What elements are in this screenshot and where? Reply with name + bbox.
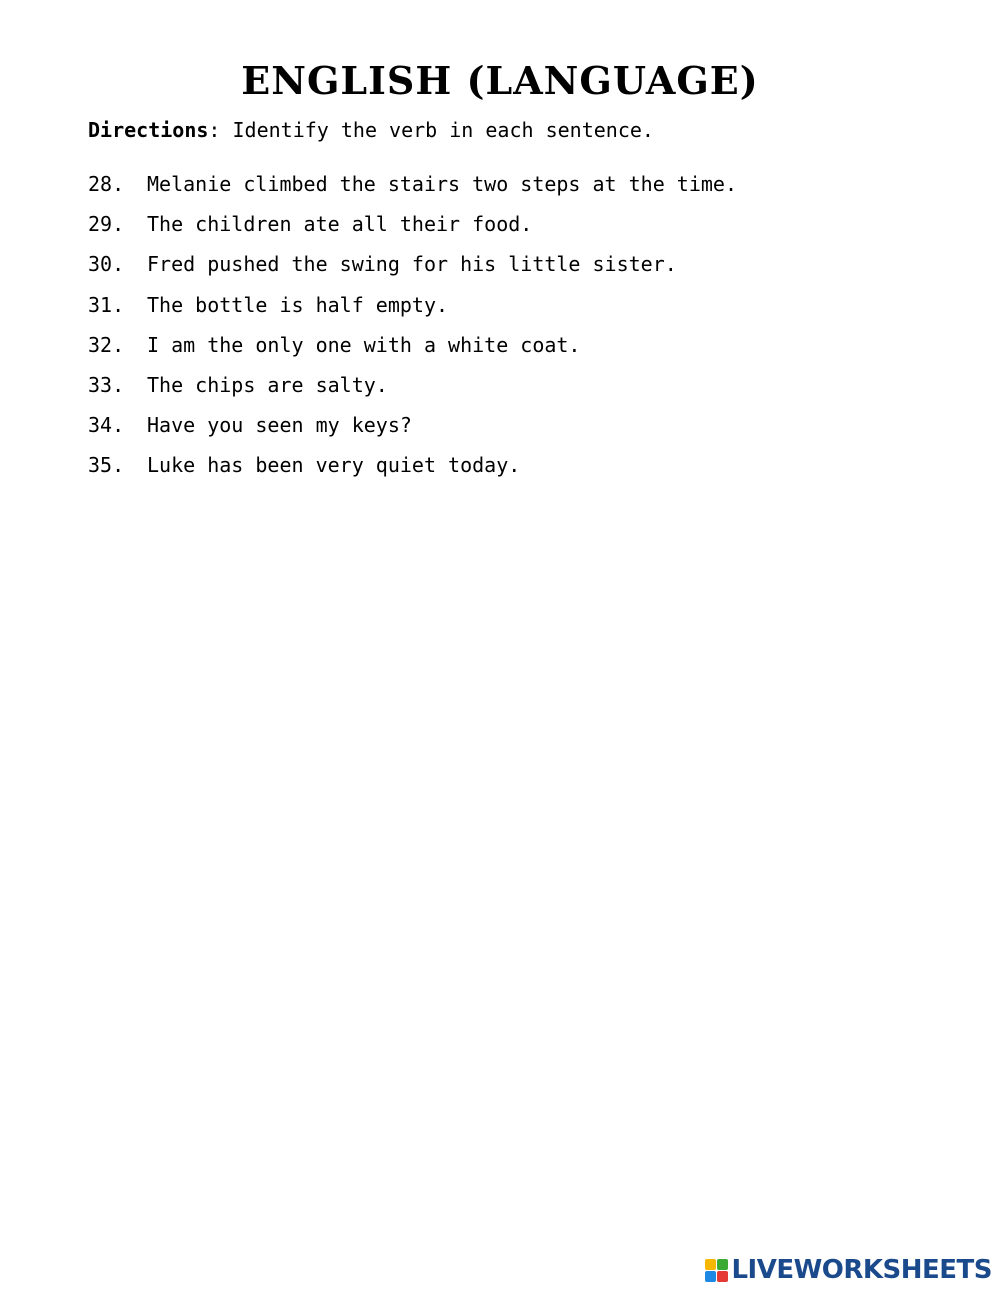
question-item bbox=[88, 451, 737, 491]
directions-label: Directions bbox=[88, 118, 209, 142]
question-item bbox=[88, 371, 737, 411]
question-number: 32. bbox=[88, 332, 125, 357]
question-item bbox=[88, 291, 737, 331]
directions bbox=[88, 116, 654, 144]
logo-mark-cell bbox=[705, 1271, 716, 1282]
logo-text: LIVEWORKSHEETS bbox=[731, 1255, 992, 1285]
question-text: Fred pushed the swing for his little sister. bbox=[147, 252, 677, 277]
logo-mark-cell bbox=[717, 1259, 728, 1270]
directions-text: : Identify the verb in each sentence. bbox=[208, 118, 654, 142]
question-text: Have you seen my keys? bbox=[147, 413, 412, 438]
question-number: 28. bbox=[88, 172, 125, 196]
logo-mark-cell bbox=[717, 1271, 728, 1282]
question-number: 31. bbox=[88, 292, 125, 317]
question-text: Luke has been very quiet today. bbox=[147, 453, 521, 478]
logo-mark-cell bbox=[705, 1259, 716, 1270]
question-item bbox=[88, 210, 737, 250]
question-text: Melanie climbed the stairs two steps at the time. bbox=[147, 172, 738, 196]
question-number: 29. bbox=[88, 212, 125, 237]
liveworksheets-logo bbox=[705, 1255, 992, 1285]
question-item bbox=[88, 250, 737, 290]
question-number: 35. bbox=[88, 453, 125, 478]
question-text: The bottle is half empty. bbox=[147, 292, 449, 317]
question-number: 34. bbox=[88, 413, 125, 438]
question-item bbox=[88, 331, 737, 371]
question-text: The children ate all their food. bbox=[147, 212, 533, 237]
question-item bbox=[88, 411, 737, 451]
question-list bbox=[88, 170, 737, 492]
question-number: 33. bbox=[88, 372, 125, 397]
question-number: 30. bbox=[88, 252, 125, 277]
question-text: The chips are salty. bbox=[147, 372, 388, 397]
logo-mark-icon bbox=[705, 1259, 728, 1282]
worksheet-title: ENGLISH (LANGUAGE) bbox=[241, 58, 759, 103]
question-item bbox=[88, 170, 737, 210]
question-text: I am the only one with a white coat. bbox=[147, 332, 581, 357]
